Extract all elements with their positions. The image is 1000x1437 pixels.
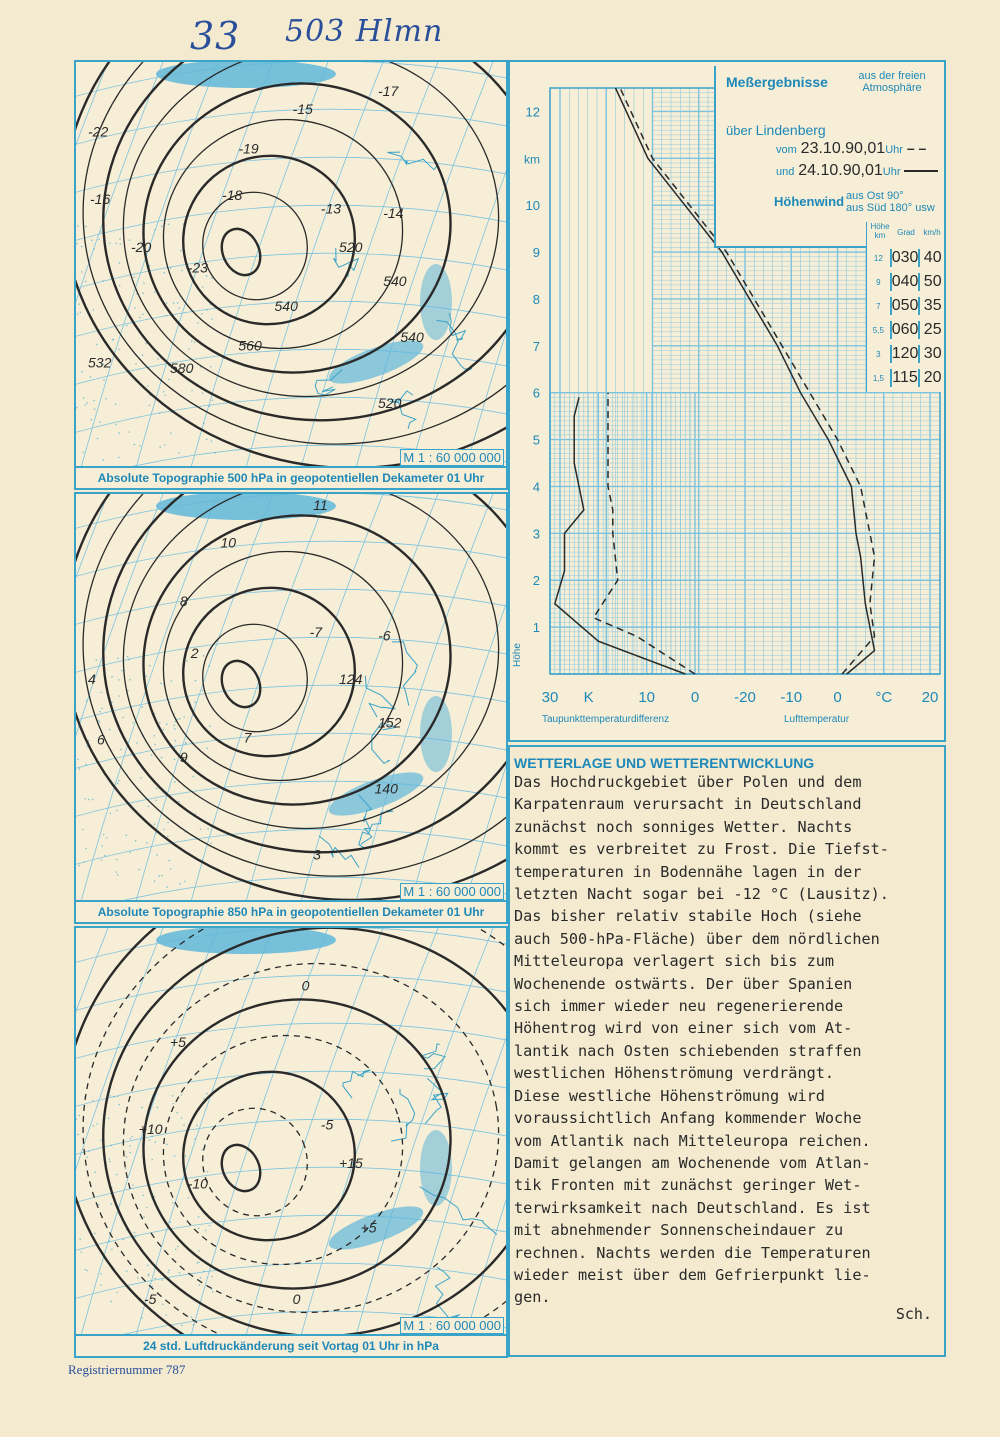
legend-dashed-sample: – – (906, 140, 927, 156)
map-500hpa-chart (76, 62, 506, 466)
wind-row (867, 318, 945, 342)
y-tick-label: 5 (532, 432, 540, 448)
map-label: 580 (170, 360, 194, 377)
report-line: mit abnehmender Sonnenscheindauer zu (514, 1221, 844, 1240)
map-850hpa-chart (76, 494, 506, 900)
map-label: -19 (238, 140, 259, 157)
handwritten-note: 503 Hlmn (285, 14, 444, 49)
legend-title-note-2: Atmosphäre (862, 82, 922, 94)
x-tick-dewpoint: 30 (541, 689, 559, 706)
x-tick-dewpoint: 10 (638, 689, 656, 706)
map-pressure-change-chart (76, 928, 506, 1334)
y-tick-label: 9 (532, 245, 540, 261)
map-label: -17 (378, 83, 399, 100)
wind-col-speed: km/h (923, 228, 941, 237)
report-line: kommt es verbreitet zu Frost. Die Tiefst- (514, 840, 889, 859)
map-label: 140 (374, 780, 398, 797)
map-graticule (76, 62, 506, 466)
map-label: 9 (179, 749, 188, 766)
map-label: 3 (313, 846, 321, 863)
map-label: 124 (339, 671, 363, 687)
report-line: auch 500-hPa-Fläche) über dem nördlichen (514, 929, 880, 948)
report-line: Diese westliche Höhenströmung wird (514, 1086, 825, 1105)
report-line: lantik nach Osten schiebenden straffen (514, 1041, 862, 1060)
map-label: 520 (339, 239, 363, 255)
map-label: 532 (88, 354, 112, 371)
wind-cell-h: 7 (876, 301, 881, 311)
map-label: 10 (220, 534, 237, 551)
map-label: 540 (383, 273, 407, 290)
y-tick-label: 1 (532, 620, 540, 636)
map-label: 7 (243, 729, 252, 746)
y-tick-label: 6 (532, 385, 540, 401)
map-label: 152 (378, 714, 402, 731)
report-signature: Sch. (895, 1305, 932, 1323)
legend-from-date: 23.10.90,01 (800, 140, 886, 157)
report-line: Mitteleuropa verlagert sich bis zum (514, 952, 835, 971)
map-label: 560 (238, 337, 262, 354)
map-graticule (76, 494, 506, 900)
map-label: 8 (179, 592, 188, 609)
report-line: terwirksamkeit nach Deutschland. Es ist (514, 1198, 871, 1217)
x-tick-dewpoint: 0 (690, 689, 700, 706)
wind-col-dir: Grad (897, 228, 915, 237)
handwritten-number: 33 (190, 14, 241, 58)
wind-cell-speed: 35 (923, 297, 942, 314)
legend-from-unit: Uhr (885, 144, 903, 156)
report-line: rechnen. Nachts werden die Temperaturen (514, 1243, 871, 1262)
weather-report (508, 745, 946, 1357)
y-tick-label: 10 (525, 198, 540, 214)
legend-to-date: 24.10.90,01 (798, 162, 883, 179)
report-line: Karpatenraum verursacht in Deutschland (514, 795, 862, 814)
map-500hpa (74, 60, 508, 490)
y-tick-label: 12 (525, 104, 540, 120)
map-label: -10 (187, 1175, 208, 1192)
map-label: -22 (88, 123, 109, 140)
legend-wind-notes (846, 190, 935, 214)
wind-row (867, 246, 945, 270)
map-label: -16 (90, 191, 111, 208)
legend-wind-note-2: aus Süd 180° usw (846, 202, 935, 214)
sounding-legend (714, 66, 946, 248)
report-line: tik Fronten mit zunächst geringer Wet- (514, 1176, 862, 1195)
map-label: 520 (378, 394, 402, 411)
report-line: temperaturen in Bodennähe lagen in der (514, 862, 862, 881)
map-label: +10 (138, 1120, 163, 1137)
map-500hpa-caption: Absolute Topographie 500 hPa in geopotentiellen Dekameter 01 Uhr (76, 466, 506, 488)
report-line: Das Hochdruckgebiet über Polen und dem (514, 773, 862, 791)
wind-cell-h: 5,5 (872, 325, 884, 335)
wind-cell-dir: 060 (891, 321, 919, 338)
map-label: -14 (383, 204, 404, 221)
map-850hpa-caption: Absolute Topographie 850 hPa in geopotentiellen Dekameter 01 Uhr (76, 900, 506, 922)
report-line: Damit gelangen am Wochenende vom Atlan- (514, 1153, 871, 1172)
map-label: -5 (144, 1291, 157, 1307)
y-tick-label: 4 (532, 479, 540, 495)
y-unit: km (524, 152, 540, 167)
report-line: Das bisher relativ stabile Hoch (siehe (514, 907, 862, 926)
map-label: 540 (400, 329, 424, 345)
report-line: vom Atlantik nach Mitteleuropa reichen. (514, 1131, 871, 1150)
legend-wind-title: Höhenwind (774, 194, 845, 209)
x-tick-temperature: 20 (921, 689, 939, 706)
report-text (514, 771, 934, 1309)
report-line: zunächst noch sonniges Wetter. Nachts (514, 817, 853, 836)
wind-cell-speed: 40 (923, 249, 942, 266)
wind-col-height: Höhe km (870, 222, 890, 240)
report-line: voraussichtlich Anfang kommender Woche (514, 1109, 862, 1128)
map-label: +5 (360, 1219, 377, 1236)
wind-row (867, 366, 945, 390)
legend-wind-note-1: aus Ost 90° (846, 190, 904, 202)
report-line: letzten Nacht sogar bei -12 °C (Lausitz). (514, 885, 889, 904)
legend-from-label: vom (776, 144, 797, 156)
wind-cell-speed: 30 (923, 345, 942, 362)
map-label: -6 (378, 627, 391, 644)
legend-station: Lindenberg (755, 122, 826, 138)
y-tick-label: 7 (532, 338, 540, 354)
report-line: wieder meist über dem Gefrierpunkt lie- (514, 1265, 871, 1284)
wind-row (867, 342, 945, 366)
wind-cell-h: 9 (876, 277, 881, 287)
wind-row (867, 270, 945, 294)
sounding-y-ticks (524, 104, 540, 635)
wind-cell-h: 3 (876, 349, 881, 359)
y-tick-label: 3 (532, 526, 540, 542)
legend-date-from (776, 140, 926, 158)
wind-row (867, 294, 945, 318)
map-label: 6 (97, 731, 105, 748)
map-850hpa (74, 492, 508, 924)
legend-title: Meßergebnisse (726, 74, 828, 90)
wind-rows (867, 246, 945, 390)
map-label: -7 (309, 624, 323, 641)
map-labels (139, 978, 377, 1307)
map-label: +5 (170, 1033, 186, 1050)
x-label-dewpoint: Taupunkttemperaturdifferenz (542, 714, 670, 725)
map-pressure-change-caption: 24 std. Luftdruckänderung seit Vortag 01 Uhr in hPa (76, 1334, 506, 1356)
map-label: -23 (187, 259, 208, 276)
report-title: WETTERLAGE UND WETTERENTWICKLUNG (514, 755, 815, 771)
legend-title-note-1: aus der freien (858, 70, 926, 82)
map-label: 11 (313, 497, 328, 513)
map-label: 4 (88, 671, 96, 687)
x-tick-temperature: -20 (734, 689, 756, 706)
report-line: Höhentrog wird von einer sich vom At- (514, 1019, 853, 1038)
wind-cell-speed: 25 (923, 321, 942, 338)
y-axis-label: Höhe (512, 643, 523, 667)
wind-cell-speed: 50 (923, 273, 942, 290)
wind-table-box (866, 222, 945, 392)
map-label: -18 (222, 187, 243, 203)
registry-number: Registriernummer 787 (68, 1362, 186, 1377)
report-line: gen. (514, 1288, 551, 1307)
map-850hpa-scale: M 1 : 60 000 000 (400, 883, 504, 900)
map-label: 0 (292, 1291, 301, 1307)
map-500hpa-scale: M 1 : 60 000 000 (400, 449, 504, 466)
x-tick-temperature: °C (875, 689, 893, 706)
wind-cell-dir: 120 (891, 345, 919, 362)
map-label: -15 (292, 101, 313, 118)
wind-cell-h: 1,5 (872, 373, 884, 383)
map-label: 2 (190, 645, 199, 661)
map-label: 0 (301, 977, 310, 994)
wind-cell-dir: 030 (891, 249, 919, 266)
legend-date-to (776, 162, 938, 180)
wind-cell-h: 12 (873, 253, 883, 263)
legend-station-prefix: über (726, 123, 753, 138)
legend-solid-sample (904, 170, 938, 172)
report-line: Wochenende ostwärts. Der über Spanien (514, 974, 853, 993)
map-isolines (76, 62, 506, 466)
legend-station-line (726, 122, 826, 138)
legend-to-unit: Uhr (882, 166, 901, 178)
map-label: +15 (339, 1155, 363, 1171)
legend-title-note (852, 70, 932, 94)
map-isolines (76, 494, 506, 900)
map-label: -13 (320, 200, 342, 217)
legend-to-label: und (776, 166, 795, 178)
map-label: -20 (131, 239, 152, 255)
x-tick-temperature: -10 (780, 689, 803, 706)
wind-cell-dir: 040 (891, 273, 919, 290)
x-tick-dewpoint: K (583, 689, 594, 706)
sounding-panel (508, 60, 946, 742)
map-pressure-change (74, 926, 508, 1358)
sounding-x-ticks (542, 689, 939, 706)
wind-cell-dir: 115 (890, 369, 921, 387)
map-pressure-change-scale: M 1 : 60 000 000 (400, 1317, 504, 1334)
wind-cell-speed: 20 (923, 369, 942, 386)
x-tick-temperature: 0 (833, 689, 842, 706)
map-label: -5 (320, 1116, 334, 1133)
report-line: sich immer wieder neu regenerierende (514, 997, 844, 1016)
y-tick-label: 8 (532, 291, 540, 307)
x-label-temperature: Lufttemperatur (784, 714, 850, 725)
map-label: 540 (274, 298, 298, 315)
report-line: westlichen Höhenströmung verdrängt. (514, 1064, 835, 1083)
wind-cell-dir: 050 (891, 297, 919, 314)
y-tick-label: 2 (532, 573, 540, 589)
